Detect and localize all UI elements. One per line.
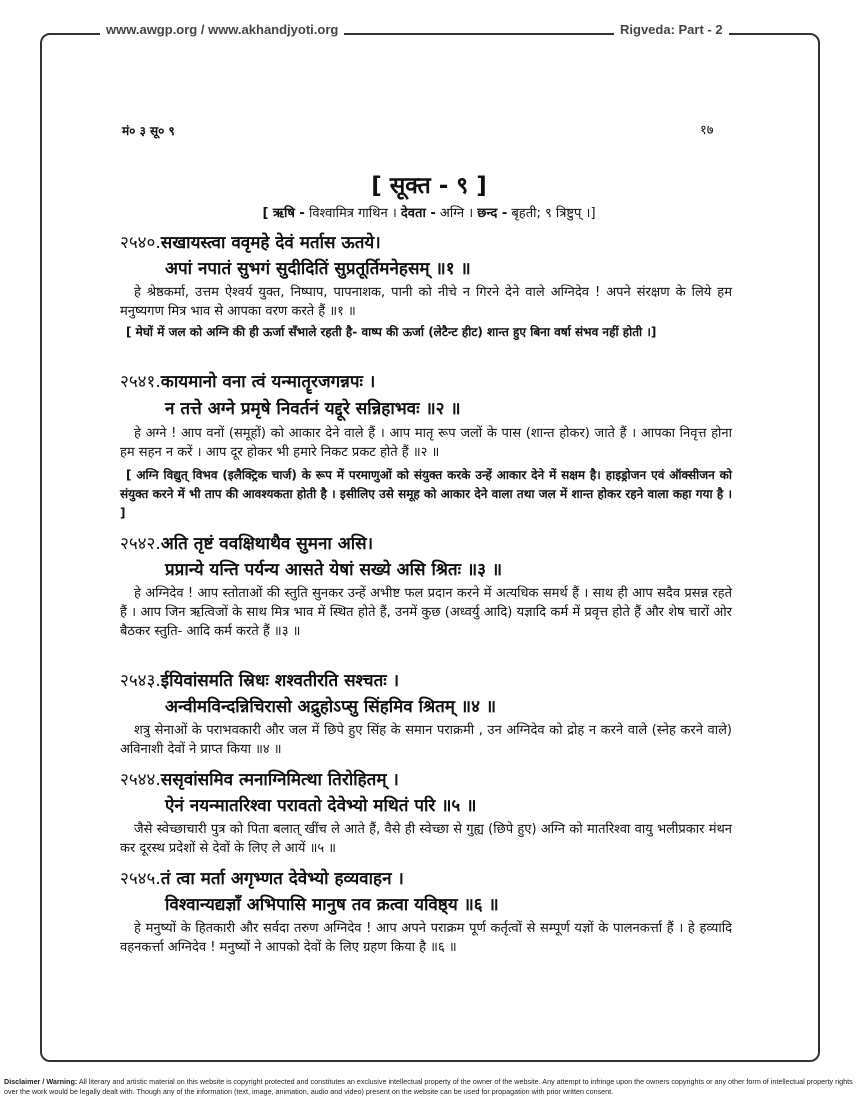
mantra-number: २५४२. (120, 534, 161, 554)
mantra-number: २५४०. (120, 233, 161, 253)
mantra-verse (120, 369, 732, 392)
site-links[interactable]: www.awgp.org / www.akhandjyoti.org (100, 22, 344, 37)
page-number: १७ (700, 123, 714, 138)
verse-line-2: विश्वान्यद्यज्ञाँ अभिपासि मानुष तव क्रत्वा यविष्ठ्य ॥६ ॥ (165, 895, 499, 915)
verse-line-2: अपां नपातं सुभगं सुदीदितिं सुप्रतूर्तिमनेहसम् ॥१ ॥ (165, 259, 471, 279)
verse-line-1: सखायस्त्वा ववृमहे देवं मर्तास ऊतये। (160, 233, 381, 253)
mantra-verse-2 (165, 256, 777, 279)
verse-line-1: अति तृष्टं ववक्षिथाथैव सुमना असि। (160, 534, 374, 554)
mantra-verse-2 (165, 892, 777, 915)
verse-line-1: ईयिवांसमति स्रिधः शश्वतीरति सश्चतः । (160, 671, 400, 691)
chhand: बृहती; ९ त्रिष्टुप् ।] (511, 206, 596, 221)
translation-text: हे अग्निदेव ! आप स्तोताओं की स्तुति सुनकर उन्हें अभीष्ट फल प्रदान करने में अत्यधिक समर्थ हैं । साथ ही आप सदैव प्रसन्न रहते हैं । आप जिन ऋत्विजों के साथ मित्र भाव में स्थित होते हैं, उनमें कुछ (अध्वर्यु आदि) यज्ञादि कर्म में प्रवृत्त होते हैं और शेष चारों ओर बैठकर स्तुति- आदि कर्म करते हैं ॥३ ॥ (120, 586, 732, 639)
mantra-verse (120, 531, 732, 554)
note-text: [ मेघों में जल को अग्नि की ही ऊर्जा सँभाले रहती है- वाष्प की ऊर्जा (लेटैन्ट हीट) शान्त हुए बिना वर्षा संभव नहीं होती ।] (126, 325, 657, 339)
translation-text: जैसे स्वेच्छाचारी पुत्र को पिता बलात् खींच ले आते हैं, वैसे ही स्वेच्छा से गुह्य (छिपे हुए) अग्नि को मातरिश्वा वायु भलीप्रकार मंथन कर दूरस्थ प्रदेशों से देवों के लिए ले आयें ॥५ ॥ (120, 822, 732, 856)
verse-line-2: ऐनं नयन्मातरिश्वा परावतो देवेभ्यो मथितं परि ॥५ ॥ (165, 796, 477, 816)
mantra-number: २५४४. (120, 770, 161, 790)
verse-line-2: अन्वीमविन्दन्निचिरासो अद्रुहोऽप्सु सिंहमिव श्रितम् ॥४ ॥ (165, 697, 497, 717)
translation (120, 283, 732, 321)
book-title: Rigveda: Part - 2 (614, 22, 729, 37)
verse-line-2: प्रप्रान्ये यन्ति पर्यन्य आसते येषां सख्ये असि श्रितः ॥३ ॥ (165, 560, 503, 580)
verse-line-1: कायमानो वना त्वं यन्मातॄरजगन्नपः । (160, 372, 376, 392)
mantra-verse (120, 767, 732, 790)
verse-line-2: न तत्ते अग्ने प्रमृषे निवर्तनं यद्दूरे सन्निहाभवः ॥२ ॥ (165, 399, 461, 419)
rishi: विश्वामित्र गाथिन । (308, 206, 397, 221)
running-head-left: मं० ३ सू० ९ (122, 124, 175, 138)
translation (120, 584, 732, 641)
translation (120, 919, 732, 957)
mantra-verse-2 (165, 694, 777, 717)
sukta-meta (0, 203, 858, 221)
mantra-number: २५४१. (120, 372, 161, 392)
mantra-verse (120, 866, 732, 889)
translation (120, 820, 732, 858)
commentary-note (120, 466, 732, 523)
translation (120, 721, 732, 759)
translation-text: हे श्रेष्ठकर्मा, उत्तम ऐश्वर्य युक्त, निष्पाप, पापनाशक, पानी को नीचे न गिरने देने वाले अग्निदेव ! अपने संरक्षण के लिये हम मनुष्यगण मित्र भाव से आपका वरण करते हैं ॥१ ॥ (120, 285, 732, 319)
note-text: [ अग्नि विद्युत् विभव (इलैक्ट्रिक चार्ज) के रूप में परमाणुओं को संयुक्त करके उन्हें आकार देने में सक्षम है। हाइड्रोजन एवं ऑक्सीजन को संयुक्त करने में भी ताप की आवश्यकता होती है । इसीलिए उसे समूह को आकार देने वाला तथा जल में शान्त होकर रहने वाला कहा गया है । ] (120, 468, 732, 520)
devata: अग्नि । (439, 206, 474, 221)
translation-text: हे अग्ने ! आप वनों (समूहों) को आकार देने वाले हैं । आप मातृ रूप जलों के पास (शान्त होकर) जाते हैं । आपका निवृत्त होना हम सहन न करें । आप दूर होकर भी हमारे निकट प्रकट होते हैं ॥२ ॥ (120, 426, 732, 460)
mantra-verse (120, 230, 732, 253)
mantra-number: २५४५. (120, 869, 161, 889)
mantra-verse-2 (165, 396, 777, 419)
chhand-label: छन्द - (477, 206, 508, 221)
verse-line-1: ससृवांसमिव त्मनाग्निमित्था तिरोहितम् । (160, 770, 399, 790)
rishi-label: [ ऋषि - (262, 206, 305, 221)
devata-label: देवता - (400, 206, 436, 221)
disclaimer-text: All literary and artistic material on this website is copyright protected and constitutes an exclusive intellectual property of the owner of the website. Any attempt to infringe upon the owners copyrights or any other form of intellectual property rights over the work would be legally dealt with. Though any of the information (text, image, animation, audio and video) present on the website can be used for propagation with prior written consent. (4, 1077, 853, 1096)
translation-text: शत्रु सेनाओं के पराभवकारी और जल में छिपे हुए सिंह के समान पराक्रमी , उन अग्निदेव को द्रोह न करने वाले (स्नेह करने वाले) अविनाशी देवों ने प्राप्त किया ॥४ ॥ (120, 723, 732, 757)
translation (120, 424, 732, 462)
mantra-verse-2 (165, 793, 777, 816)
translation-text: हे मनुष्यों के हितकारी और सर्वदा तरुण अग्निदेव ! आप अपने पराक्रम पूर्ण कर्तृत्वों से सम्पूर्ण यज्ञों के पालनकर्त्ता हैं । हे हव्यादि वहनकर्त्ता अग्निदेव ! मनुष्यों ने आपको देवों के लिए ग्रहण किया है ॥६ ॥ (120, 921, 732, 955)
commentary-note (120, 323, 732, 342)
sukta-title: [ सूक्त - ९ ] (371, 173, 487, 199)
disclaimer-label: Disclaimer / Warning: (4, 1077, 78, 1086)
mantra-number: २५४३. (120, 671, 161, 691)
verse-line-1: तं त्वा मर्ता अगृभ्णत देवेभ्यो हव्यवाहन । (160, 869, 404, 889)
mantra-verse-2 (165, 557, 777, 580)
mantra-verse (120, 668, 732, 691)
disclaimer (4, 1077, 854, 1097)
